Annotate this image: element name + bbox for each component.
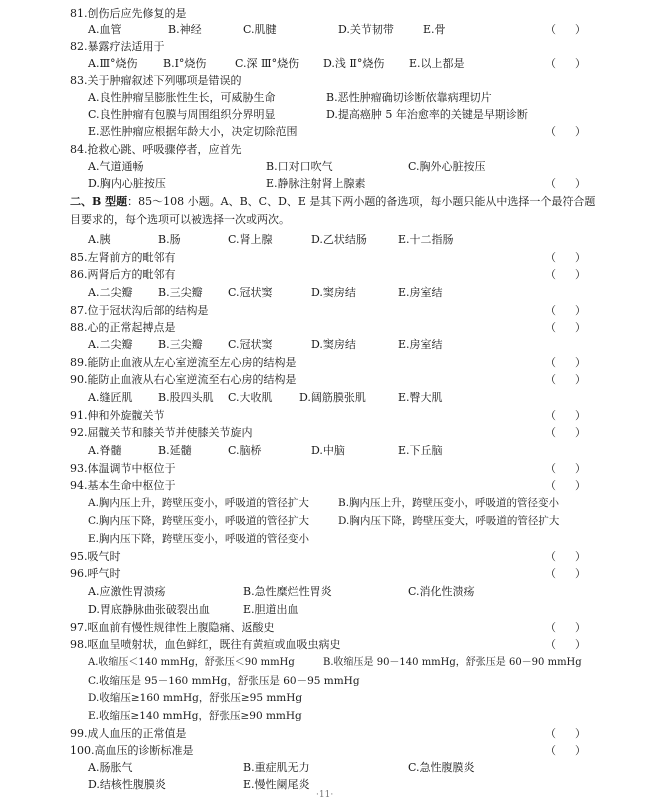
options-99-100-row3 (0, 690, 650, 706)
option-a: A.收缩压＜140 mmHg，舒张压＜90 mmHg (88, 657, 295, 668)
question-84 (0, 142, 650, 158)
option-c: C.冠状窦 (228, 286, 273, 299)
option-d: D.窦房结 (311, 286, 356, 299)
options-84-row2 (0, 176, 650, 192)
option-e: E.静脉注射肾上腺素 (266, 177, 366, 190)
answer-blank: （ ） (545, 567, 586, 580)
page-number: ·11· (316, 790, 334, 800)
question-100 (0, 743, 650, 759)
question-stem: 93.体温调节中枢位于 (70, 462, 176, 475)
question-stem: 82.暴露疗法适用于 (70, 40, 165, 53)
option-d: D.阔筋膜张肌 (299, 391, 366, 404)
option-d: D.收缩压≥160 mmHg，舒张压≥95 mmHg (88, 692, 303, 704)
question-83 (0, 73, 650, 89)
question-87 (0, 303, 650, 319)
question-stem: 99.成人血压的正常值是 (70, 727, 187, 740)
option-e: E.骨 (423, 23, 446, 36)
option-d: D.提高癌肿 5 年治愈率的关键是早期诊断 (326, 108, 528, 121)
options-91-92 (0, 390, 650, 406)
answer-blank: （ ） (545, 125, 586, 138)
option-a: A.二尖瓣 (88, 286, 133, 299)
option-b: B.急性糜烂性胃炎 (243, 585, 332, 598)
option-c: C.大收肌 (228, 391, 273, 404)
option-d: D.胃底静脉曲张破裂出血 (88, 603, 210, 616)
answer-blank: （ ） (545, 426, 586, 439)
option-e: E.臀大肌 (398, 391, 443, 404)
answer-blank: （ ） (545, 479, 586, 492)
option-c: C.深 Ⅲ°烧伤 (235, 57, 300, 70)
option-b: B.三尖瓣 (158, 286, 203, 299)
option-c: C.消化性溃疡 (408, 585, 475, 598)
answer-blank: （ ） (545, 727, 586, 740)
options-87-88 (0, 285, 650, 301)
question-stem: 88.心的正常起搏点是 (70, 321, 176, 334)
option-b: B.股四头肌 (158, 391, 214, 404)
option-c: C.急性腹膜炎 (408, 761, 475, 774)
options-83-row3 (0, 124, 650, 140)
question-stem: 85.左肾前方的毗邻有 (70, 251, 176, 264)
options-95-96-row2 (0, 513, 650, 529)
answer-blank: （ ） (545, 373, 586, 386)
options-85-86 (0, 232, 650, 248)
option-a: A.脊髓 (88, 444, 122, 457)
options-81 (0, 22, 650, 38)
option-e: E.十二指肠 (398, 233, 454, 246)
answer-blank: （ ） (545, 356, 586, 369)
option-e: E.胸内压下降，跨壁压变小，呼吸道的管径变小 (88, 533, 310, 545)
option-c: C.脑桥 (228, 444, 262, 457)
option-b: B.肠 (158, 233, 181, 246)
options-84-row1 (0, 159, 650, 175)
option-c: C.收缩压是 95－160 mmHg，舒张压是 60－95 mmHg (88, 675, 360, 687)
question-93 (0, 461, 650, 477)
question-stem: 84.抢救心跳、呼吸骤停者，应首先 (70, 143, 242, 156)
question-stem: 100.高血压的诊断标准是 (70, 744, 194, 757)
question-stem: 94.基本生命中枢位于 (70, 479, 176, 492)
option-a: A.胰 (88, 233, 111, 246)
option-e: E.胆道出血 (243, 603, 299, 616)
question-stem: 89.能防止血液从左心室逆流至左心房的结构是 (70, 356, 297, 369)
section-b-header (0, 194, 650, 210)
question-96 (0, 566, 650, 582)
option-b: B.重症肌无力 (243, 761, 310, 774)
option-e: E.慢性阑尾炎 (243, 778, 310, 791)
question-stem: 83.关于肿瘤叙述下列哪项是错误的 (70, 74, 242, 87)
options-99-100-row1 (0, 655, 650, 671)
option-a: A.肠胀气 (88, 761, 133, 774)
answer-blank: （ ） (545, 744, 586, 757)
option-e: E.房室结 (398, 286, 443, 299)
question-stem: 81.创伤后应先修复的是 (70, 7, 187, 20)
section-desc: ：85～108 小题。A、B、C、D、E 是其下两小题的备选项，每小题只能从中选择一个最符合题 (127, 195, 596, 208)
answer-blank: （ ） (545, 321, 586, 334)
options-99-100-row2 (0, 673, 650, 689)
option-d: D.胸内压下降，跨壁压变大，呼吸道的管径扩大 (338, 515, 560, 527)
options-101-102-row1 (0, 760, 650, 776)
option-a: A.胸内压上升，跨壁压变小，呼吸道的管径扩大 (88, 497, 309, 509)
question-86 (0, 267, 650, 283)
question-81 (0, 6, 650, 22)
options-97-98-row2 (0, 602, 650, 618)
option-b: B.胸内压上升，跨壁压变小，呼吸道的管径变小 (338, 497, 560, 509)
option-c: C.冠状窦 (228, 338, 273, 351)
question-stem: 90.能防止血液从右心室逆流至右心房的结构是 (70, 373, 297, 386)
answer-blank: （ ） (545, 23, 586, 36)
option-a: A.气道通畅 (88, 160, 144, 173)
option-c: C.良性肿瘤有包膜与周围组织分界明显 (88, 108, 276, 121)
options-82 (0, 56, 650, 72)
question-95 (0, 549, 650, 565)
option-e: E.房室结 (398, 338, 443, 351)
option-e: E.恶性肿瘤应根据年龄大小，决定切除范围 (88, 125, 298, 138)
section-title: 二、B 型题 (70, 195, 128, 208)
options-99-100-row4 (0, 708, 650, 724)
answer-blank: （ ） (545, 177, 586, 190)
answer-blank: （ ） (545, 409, 586, 422)
option-b: B.三尖瓣 (158, 338, 203, 351)
options-95-96-row3 (0, 531, 650, 547)
option-d: D.浅 Ⅱ°烧伤 (323, 57, 385, 70)
question-89 (0, 355, 650, 371)
option-c: C.肌腱 (243, 23, 277, 36)
option-d: D.结核性腹膜炎 (88, 778, 166, 791)
answer-blank: （ ） (545, 550, 586, 563)
option-c: C.胸外心脏按压 (408, 160, 486, 173)
section-b-intro (70, 194, 595, 210)
option-e: E.收缩压≥140 mmHg，舒张压≥90 mmHg (88, 710, 302, 722)
option-a: A.血管 (88, 23, 122, 36)
option-b: B.Ⅰ°烧伤 (163, 57, 207, 70)
option-a: A.缝匠肌 (88, 391, 133, 404)
question-stem: 97.呕血前有慢性规律性上腹隐痛、返酸史 (70, 621, 275, 634)
option-e: E.以上都是 (409, 57, 465, 70)
question-stem: 91.伸和外旋髋关节 (70, 409, 165, 422)
section-b-desc (0, 212, 650, 228)
question-90 (0, 372, 650, 388)
answer-blank: （ ） (545, 304, 586, 317)
question-stem: 95.吸气时 (70, 550, 121, 563)
options-83-row2 (0, 107, 650, 123)
option-a: A.应激性胃溃疡 (88, 585, 166, 598)
question-92 (0, 425, 650, 441)
options-97-98-row1 (0, 584, 650, 600)
answer-blank: （ ） (545, 462, 586, 475)
question-stem: 86.两肾后方的毗邻有 (70, 268, 176, 281)
answer-blank: （ ） (545, 621, 586, 634)
question-97 (0, 620, 650, 636)
question-stem: 92.屈髋关节和膝关节并使膝关节旋内 (70, 426, 253, 439)
option-a: A.Ⅲ°烧伤 (88, 57, 138, 70)
answer-blank: （ ） (545, 251, 586, 264)
question-99 (0, 726, 650, 742)
question-98 (0, 637, 650, 653)
option-c: C.肾上腺 (228, 233, 273, 246)
option-b: B.口对口吹气 (266, 160, 333, 173)
section-desc-cont: 目要求的，每个选项可以被选择一次或两次。 (70, 213, 290, 226)
option-b: B.收缩压是 90－140 mmHg，舒张压是 60－90 mmHg (323, 657, 582, 668)
option-d: D.胸内心脏按压 (88, 177, 166, 190)
option-b: B.恶性肿瘤确切诊断依靠病理切片 (326, 91, 492, 104)
question-94 (0, 478, 650, 494)
question-stem: 98.呕血呈喷射状，血色鲜红，既往有黄疸或血吸虫病史 (70, 638, 341, 651)
options-95-96-row1 (0, 495, 650, 511)
option-b: B.神经 (168, 23, 202, 36)
option-d: D.中脑 (311, 444, 345, 457)
question-stem: 96.呼气时 (70, 567, 121, 580)
question-91 (0, 408, 650, 424)
option-a: A.二尖瓣 (88, 338, 133, 351)
question-85 (0, 250, 650, 266)
options-89-90 (0, 337, 650, 353)
option-a: A.良性肿瘤呈膨胀性生长，可威胁生命 (88, 91, 276, 104)
option-e: E.下丘脑 (398, 444, 443, 457)
options-93-94 (0, 443, 650, 459)
option-d: D.乙状结肠 (311, 233, 367, 246)
option-d: D.窦房结 (311, 338, 356, 351)
answer-blank: （ ） (545, 638, 586, 651)
question-82 (0, 39, 650, 55)
option-b: B.延髓 (158, 444, 192, 457)
answer-blank: （ ） (545, 57, 586, 70)
option-c: C.胸内压下降，跨壁压变小，呼吸道的管径扩大 (88, 515, 309, 527)
question-stem: 87.位于冠状沟后部的结构是 (70, 304, 209, 317)
answer-blank: （ ） (545, 268, 586, 281)
question-88 (0, 320, 650, 336)
options-83-row1 (0, 90, 650, 106)
option-d: D.关节韧带 (338, 23, 394, 36)
